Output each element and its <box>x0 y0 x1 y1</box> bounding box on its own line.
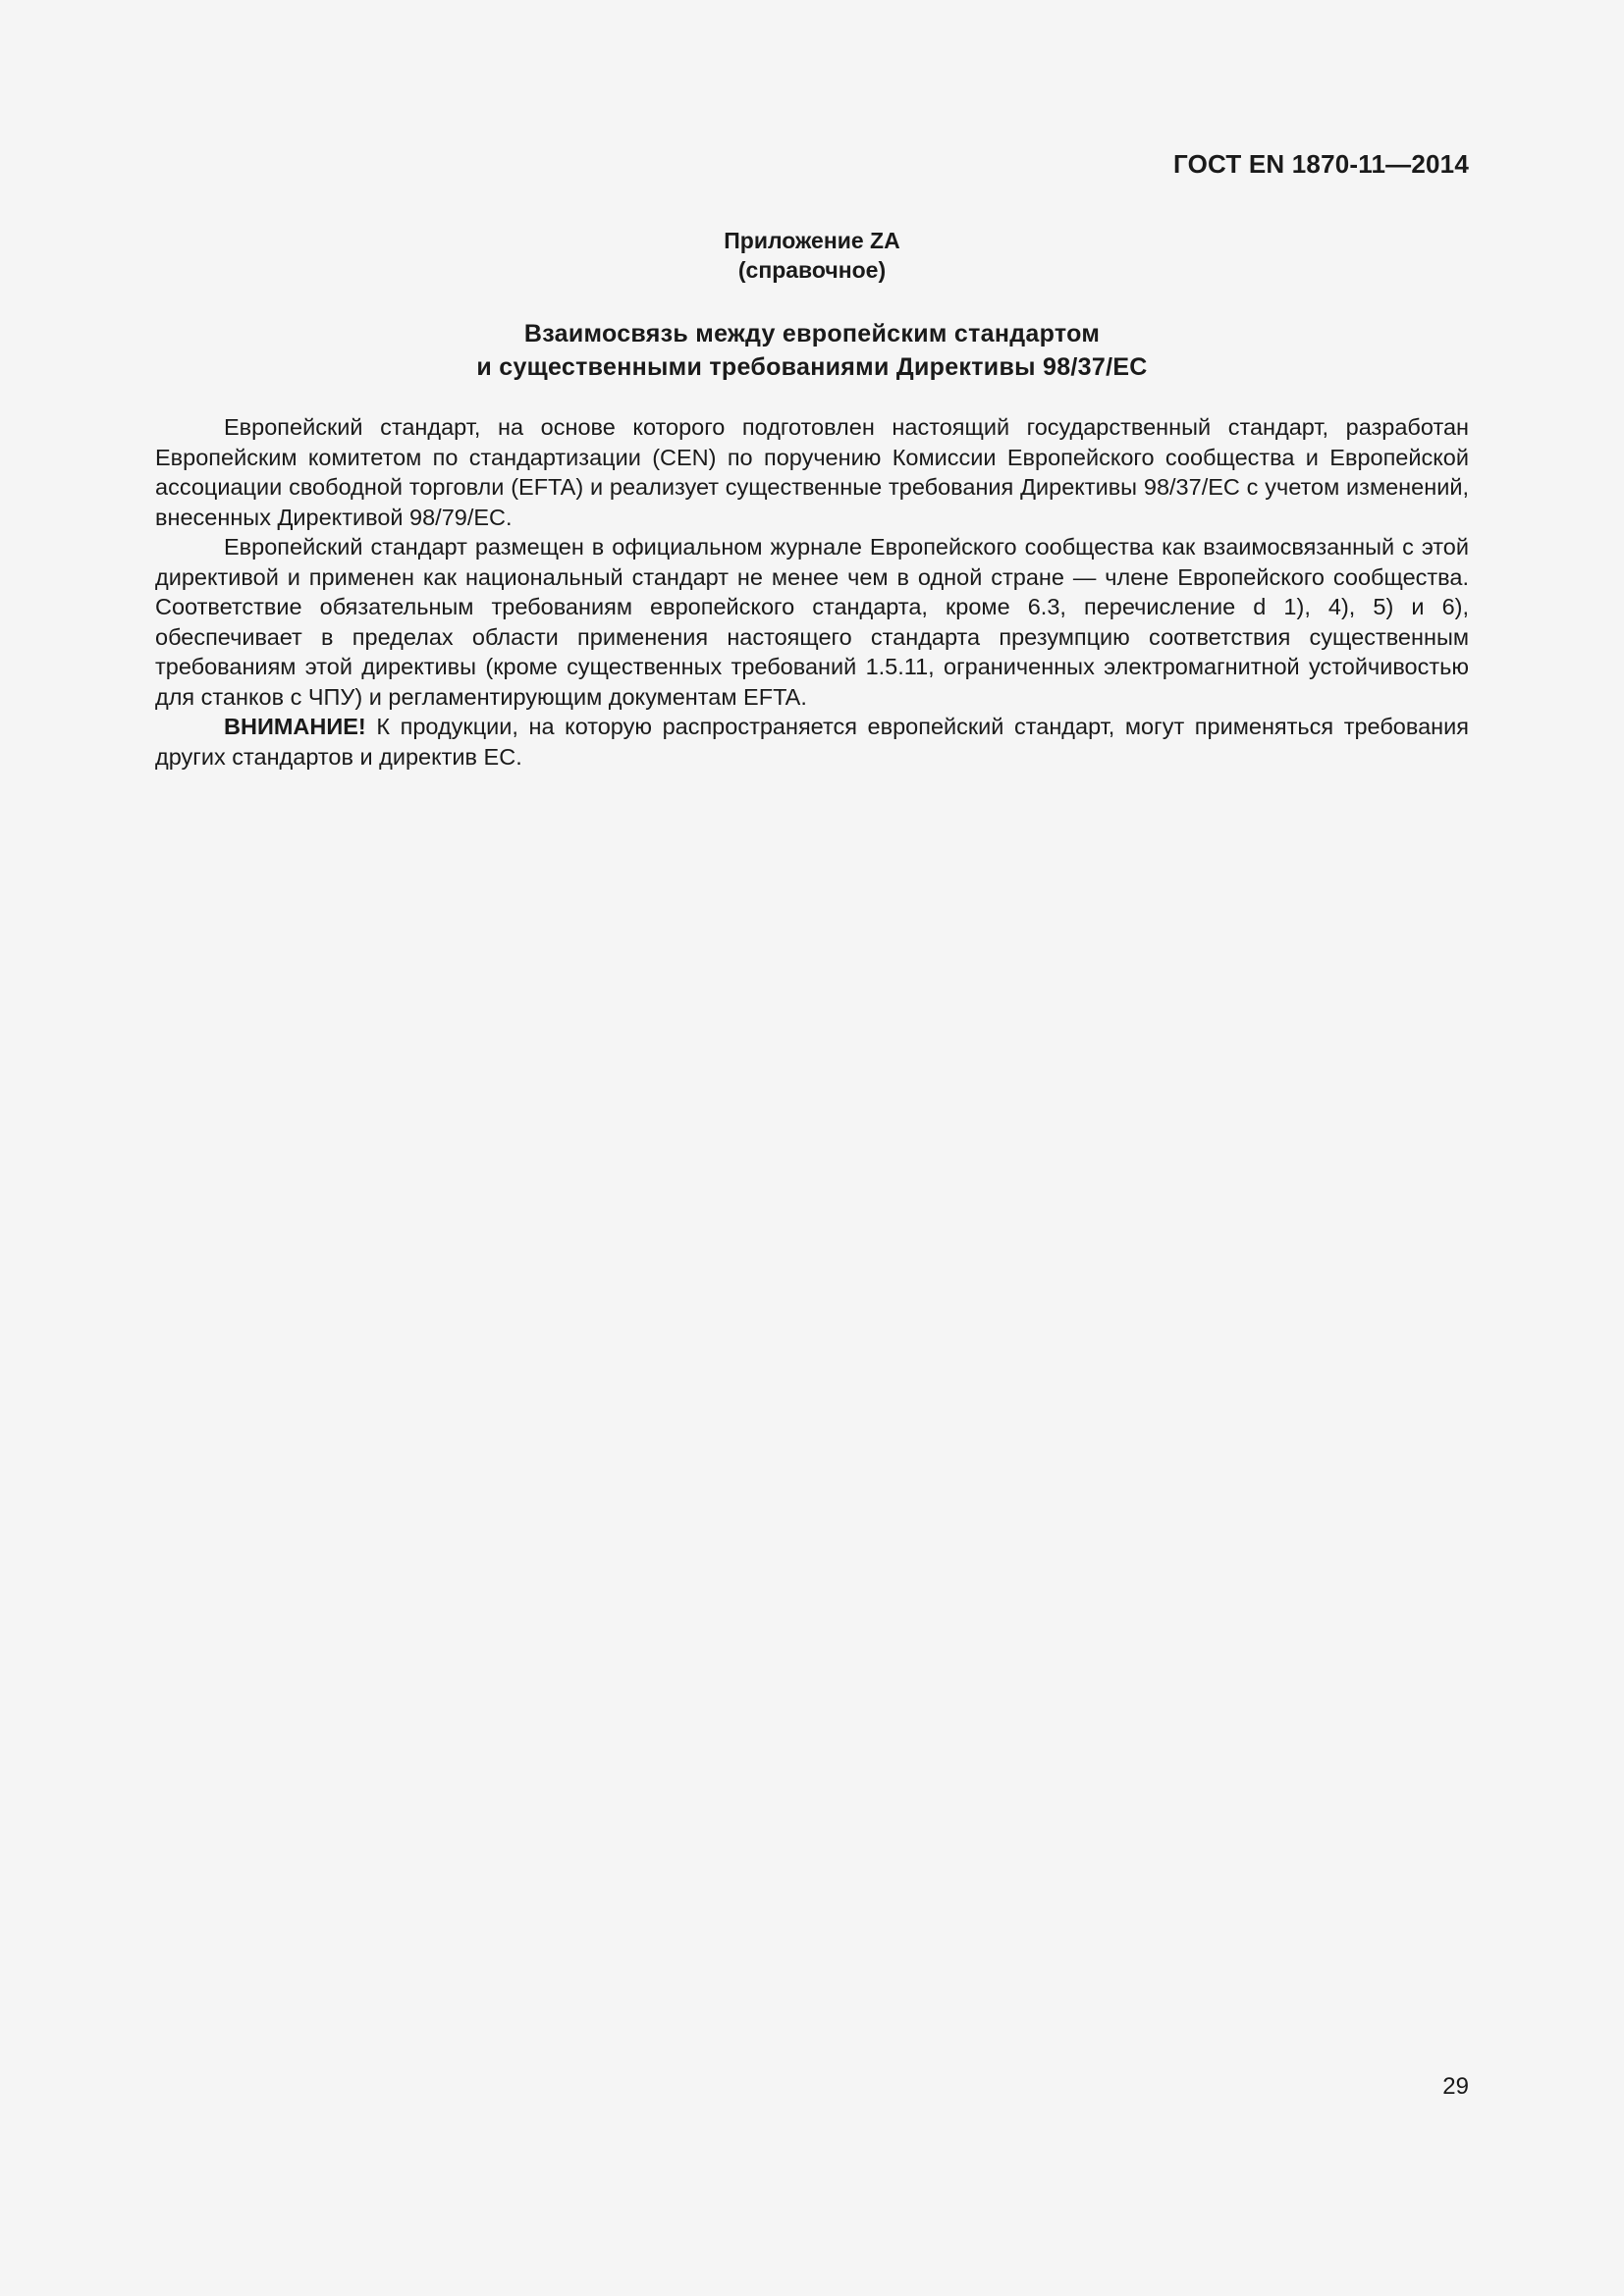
paragraph-3 <box>155 712 1469 772</box>
section-title-line-1: Взаимосвязь между европейским стандартом <box>523 320 1101 347</box>
paragraph-1: Европейский стандарт, на основе которого подготовлен настоящий государственный стандарт, разработан Европейским комитетом по стандартизации (CEN) по поручению Комиссии Европейского сообщества и Европейской ассоциации свободной торговли (EFTA) и реализует существенные требования Директивы 98/37/ЕС с учетом изменений, внесенных Директивой 98/79/ЕС. <box>155 414 1469 530</box>
body-text <box>155 412 1469 772</box>
warning-label: ВНИМАНИЕ! <box>224 714 366 739</box>
section-title-line-2: и существенными требованиями Директивы 98/37/ЕС <box>476 353 1148 381</box>
page-number: 29 <box>1442 2073 1469 2100</box>
annex-subtitle: (справочное) <box>737 257 887 283</box>
paragraph-2: Европейский стандарт размещен в официальном журнале Европейского сообщества как взаимосвязанный с этой директивой и применен как национальный стандарт не менее чем в одной стране — члене Европейского сообщества. Соответствие обязательным требованиям европейского стандарта, кроме 6.3, перечисление d 1), 4), 5) и 6), обеспечивает в пределах области применения настоящего стандарта презумпцию соответствия существенным требованиям этой директивы (кроме существенных требований 1.5.11, ограниченных электромагнитной устойчивостью для станков с ЧПУ) и регламентирующим документам EFTA. <box>155 534 1469 710</box>
annex-heading <box>0 226 1624 285</box>
warning-text: К продукции, на которую распространяется европейский стандарт, могут применяться требования других стандартов и директив ЕС. <box>155 714 1469 770</box>
section-title <box>0 317 1624 384</box>
document-code: ГОСТ EN 1870-11—2014 <box>1172 149 1469 179</box>
annex-title: Приложение ZA <box>724 228 900 253</box>
